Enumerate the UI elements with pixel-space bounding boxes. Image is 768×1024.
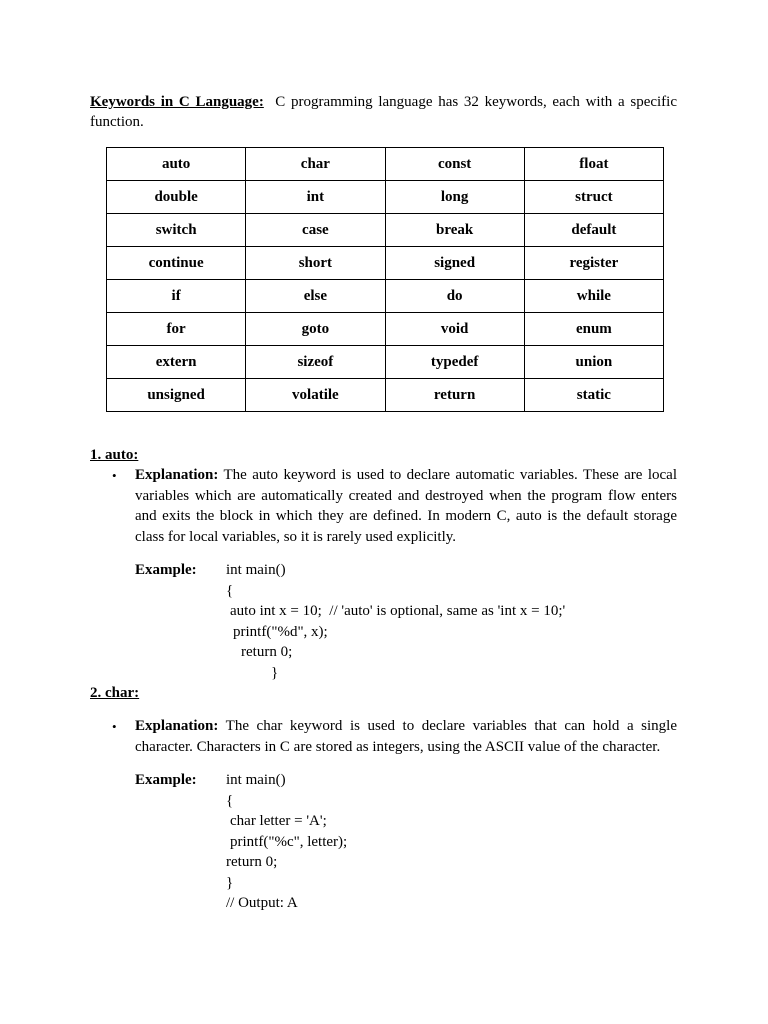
table-cell: volatile [246, 379, 385, 412]
table-cell: long [385, 181, 524, 214]
table-cell: break [385, 214, 524, 247]
table-cell: struct [524, 181, 663, 214]
bullet-icon: • [112, 468, 117, 483]
table-cell: while [524, 280, 663, 313]
table-cell: short [246, 247, 385, 280]
explanation-label: Explanation: [135, 718, 219, 734]
explanation-paragraph-char [135, 716, 677, 757]
table-cell: unsigned [107, 379, 246, 412]
table-cell: static [524, 379, 663, 412]
code-line: printf("%c", letter); [230, 834, 348, 850]
code-line: return 0; [241, 644, 293, 660]
intro-paragraph [90, 92, 677, 132]
table-cell: typedef [385, 346, 524, 379]
keywords-table [106, 147, 664, 412]
code-line: // Output: A [226, 895, 298, 911]
code-line: int main() [226, 562, 286, 578]
explanation-label: Explanation: [135, 467, 219, 483]
code-line: { [226, 583, 234, 599]
explanation-text: The char keyword is used to declare variables that can hold a single character. Characters in C are stored as integers, using the ASCII value of the character. [135, 718, 678, 755]
table-cell: switch [107, 214, 246, 247]
example-label-char: Example: [135, 772, 197, 788]
table-cell: auto [107, 148, 246, 181]
table-cell: signed [385, 247, 524, 280]
table-cell: void [385, 313, 524, 346]
table-row [107, 247, 664, 280]
example-label-auto: Example: [135, 562, 197, 578]
table-row [107, 346, 664, 379]
table-cell: if [107, 280, 246, 313]
intro-text: C programming language has 32 keywords, each with a specific function. [90, 94, 677, 130]
explanation-text: The auto keyword is used to declare automatic variables. These are local variables which are automatically created and destroyed when the program flow enters and exits the block in which they are defined. In modern C, auto is the default storage class for local variables, so it is rarely used explicitly. [135, 467, 677, 545]
table-cell: do [385, 280, 524, 313]
table-cell: const [385, 148, 524, 181]
bullet-icon: • [112, 719, 117, 734]
code-line: { [226, 793, 234, 809]
table-cell: char [246, 148, 385, 181]
table-cell: enum [524, 313, 663, 346]
table-cell: return [385, 379, 524, 412]
table-cell: double [107, 181, 246, 214]
code-line: int main() [226, 772, 286, 788]
table-row [107, 313, 664, 346]
table-row [107, 214, 664, 247]
code-line: printf("%d", x); [233, 624, 328, 640]
section-title-char: 2. char: [90, 685, 140, 701]
code-line: char letter = 'A'; [230, 813, 327, 829]
table-cell: register [524, 247, 663, 280]
table-cell: default [524, 214, 663, 247]
table-row [107, 280, 664, 313]
document-heading: Keywords in C Language: [90, 94, 264, 110]
table-cell: sizeof [246, 346, 385, 379]
table-row [107, 379, 664, 412]
table-cell: goto [246, 313, 385, 346]
table-row [107, 181, 664, 214]
table-cell: else [246, 280, 385, 313]
code-line: return 0; [226, 854, 278, 870]
table-row [107, 148, 664, 181]
table-cell: for [107, 313, 246, 346]
table-cell: continue [107, 247, 246, 280]
section-title-auto: 1. auto: [90, 447, 139, 463]
table-cell: float [524, 148, 663, 181]
table-cell: extern [107, 346, 246, 379]
explanation-paragraph-auto [135, 465, 677, 547]
table-cell: union [524, 346, 663, 379]
code-line: } [226, 875, 234, 891]
code-line: auto int x = 10; // 'auto' is optional, same as 'int x = 10;' [230, 603, 566, 619]
table-cell: int [246, 181, 385, 214]
table-cell: case [246, 214, 385, 247]
code-line: } [271, 665, 279, 681]
